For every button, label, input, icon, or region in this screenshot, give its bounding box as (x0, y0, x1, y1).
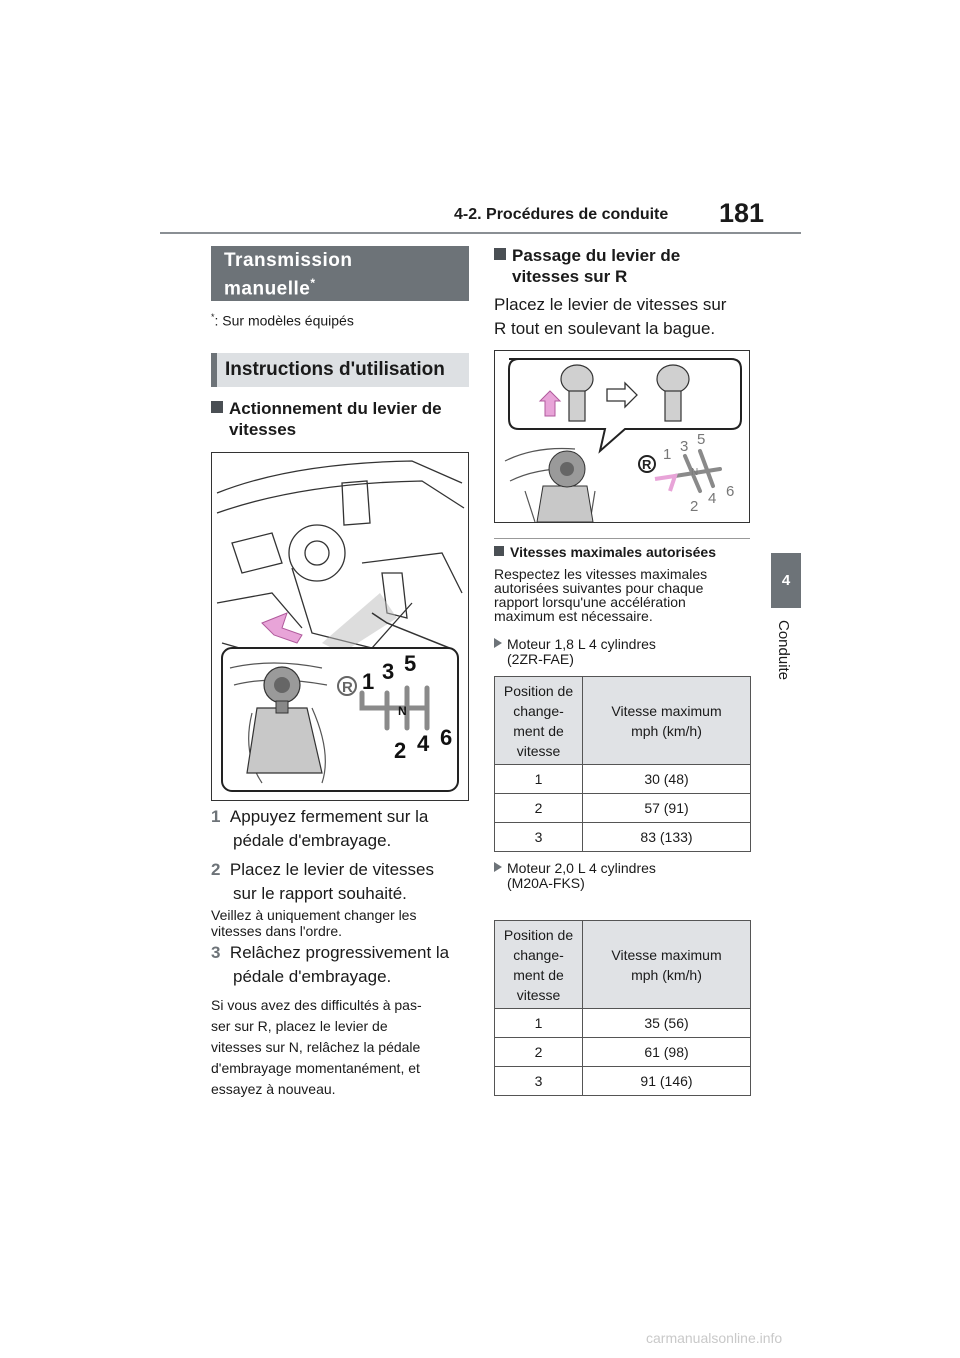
chapter-title: Conduite (775, 620, 792, 681)
step-text: Relâchez progressivement la (229, 943, 450, 962)
table-row (495, 765, 751, 794)
header-gear: Position de change- ment de vitesse (495, 677, 583, 765)
table-row (495, 1009, 751, 1038)
gear-label-4: 4 (417, 731, 430, 756)
dashboard-illustration (212, 453, 468, 800)
step-text: pédale d'embrayage. (233, 831, 392, 850)
watermark: carmanualsonline.info (646, 1330, 783, 1346)
heading-actionnement (211, 398, 442, 440)
gear-label-1: 1 (362, 669, 375, 694)
figure-shifter-reverse (494, 350, 750, 523)
gear-label-n: N (691, 467, 699, 478)
note-line: Veillez à uniquement changer les (211, 907, 417, 923)
table-header-row (495, 921, 751, 1009)
paragraph-line: maximum est nécessaire. (494, 608, 653, 624)
table-row (495, 1038, 751, 1067)
tip-line: vitesses sur N, relâchez la pédale (211, 1039, 421, 1055)
step-number: 2 (211, 860, 221, 879)
gear-label-1: 1 (663, 446, 672, 463)
note-line: vitesses dans l'ordre. (211, 923, 343, 939)
subheading-bar (211, 353, 469, 387)
gear-label-n: N (398, 704, 407, 718)
cell-gear: 1 (495, 1009, 583, 1038)
table-row (495, 1067, 751, 1096)
step-note (211, 907, 416, 939)
header-speed: Vitesse maximum mph (km/h) (583, 677, 751, 765)
vitesses-paragraph (494, 567, 707, 623)
step-2 (211, 858, 473, 906)
cell-gear: 3 (495, 1067, 583, 1096)
header-rule (160, 232, 801, 234)
engine-line: (M20A-FKS) (507, 875, 585, 891)
cell-speed: 83 (133) (583, 823, 751, 852)
cell-gear: 2 (495, 1038, 583, 1067)
step-text: sur le rapport souhaité. (233, 884, 407, 903)
step-number: 3 (211, 943, 221, 962)
heading-text: Vitesses maximales autorisées (510, 544, 716, 560)
footnote-mark: * (211, 312, 215, 322)
gear-label-3: 3 (382, 659, 395, 684)
triangle-bullet-icon (494, 862, 502, 872)
heading-line: vitesses sur R (512, 267, 628, 286)
footnote (211, 312, 354, 329)
gear-label-2: 2 (394, 738, 407, 763)
section-title-line2: manuelle (224, 278, 311, 300)
gear-label-5: 5 (404, 651, 417, 676)
table-row (495, 794, 751, 823)
gear-label-r: R (342, 679, 353, 696)
footnote-text: : Sur modèles équipés (214, 312, 354, 329)
step-3 (211, 941, 473, 989)
paragraph-line: Respectez les vitesses maximales (494, 566, 708, 582)
gear-label-4: 4 (708, 490, 717, 507)
engine-2-label (494, 861, 656, 891)
cell-speed: 91 (146) (583, 1067, 751, 1096)
title-asterisk: * (310, 276, 316, 290)
engine-1-label (494, 637, 656, 667)
tip-paragraph (211, 995, 422, 1100)
page-number: 181 (719, 198, 765, 228)
square-bullet-icon (494, 248, 506, 260)
table-header-row (495, 677, 751, 765)
section-header: 4-2. Procédures de conduite (454, 206, 669, 223)
heading-line: vitesses (229, 420, 297, 439)
heading-passage (494, 245, 680, 287)
cell-speed: 30 (48) (583, 765, 751, 794)
paragraph-line: rapport lorsqu'une accélération (494, 594, 686, 610)
table-row (495, 823, 751, 852)
speed-table-1 (494, 676, 751, 852)
step-text: pédale d'embrayage. (233, 967, 392, 986)
heading-line: Actionnement du levier de (229, 399, 442, 418)
header-gear: Position de change- ment de vitesse (495, 921, 583, 1009)
tip-line: Si vous avez des difficultés à pas- (211, 997, 422, 1013)
reverse-illustration (495, 351, 749, 522)
cell-speed: 61 (98) (583, 1038, 751, 1067)
cell-gear: 2 (495, 794, 583, 823)
chapter-tab[interactable]: 4 (771, 553, 801, 608)
subheading-text: Instructions d'utilisation (225, 359, 445, 380)
tip-line: essayez à nouveau. (211, 1081, 336, 1097)
step-text: Appuyez fermement sur la (229, 807, 429, 826)
gear-label-r: R (642, 457, 652, 472)
step-1 (211, 805, 473, 853)
header-speed: Vitesse maximum mph (km/h) (583, 921, 751, 1009)
gear-label-6: 6 (440, 725, 453, 750)
section-title-line1: Transmission (224, 250, 353, 271)
gear-label-6: 6 (726, 483, 735, 500)
divider (494, 538, 750, 539)
gear-label-5: 5 (697, 431, 706, 448)
heading-line: Passage du levier de (512, 246, 681, 265)
section-title-bar (211, 246, 469, 301)
tip-line: ser sur R, placez le levier de (211, 1018, 388, 1034)
triangle-bullet-icon (494, 638, 502, 648)
speed-table-2 (494, 920, 751, 1096)
cell-speed: 57 (91) (583, 794, 751, 823)
tip-line: d'embrayage momentanément, et (211, 1060, 420, 1076)
gear-label-2: 2 (690, 498, 699, 515)
step-number: 1 (211, 807, 221, 826)
passage-line: Placez le levier de vitesses sur (494, 295, 727, 314)
engine-line: Moteur 2,0 L 4 cylindres (507, 860, 656, 876)
gear-label-3: 3 (680, 438, 689, 455)
heading-vitesses (494, 544, 716, 560)
step-text: Placez le levier de vitesses (229, 860, 435, 879)
square-bullet-icon (211, 401, 223, 413)
cell-speed: 35 (56) (583, 1009, 751, 1038)
cell-gear: 3 (495, 823, 583, 852)
square-bullet-icon (494, 546, 504, 556)
cell-gear: 1 (495, 765, 583, 794)
paragraph-line: autorisées suivantes pour chaque (494, 580, 704, 596)
passage-instruction (494, 293, 726, 341)
engine-line: (2ZR-FAE) (507, 651, 574, 667)
figure-shifter-dashboard (211, 452, 469, 801)
engine-line: Moteur 1,8 L 4 cylindres (507, 636, 656, 652)
passage-line: R tout en soulevant la bague. (494, 319, 716, 338)
